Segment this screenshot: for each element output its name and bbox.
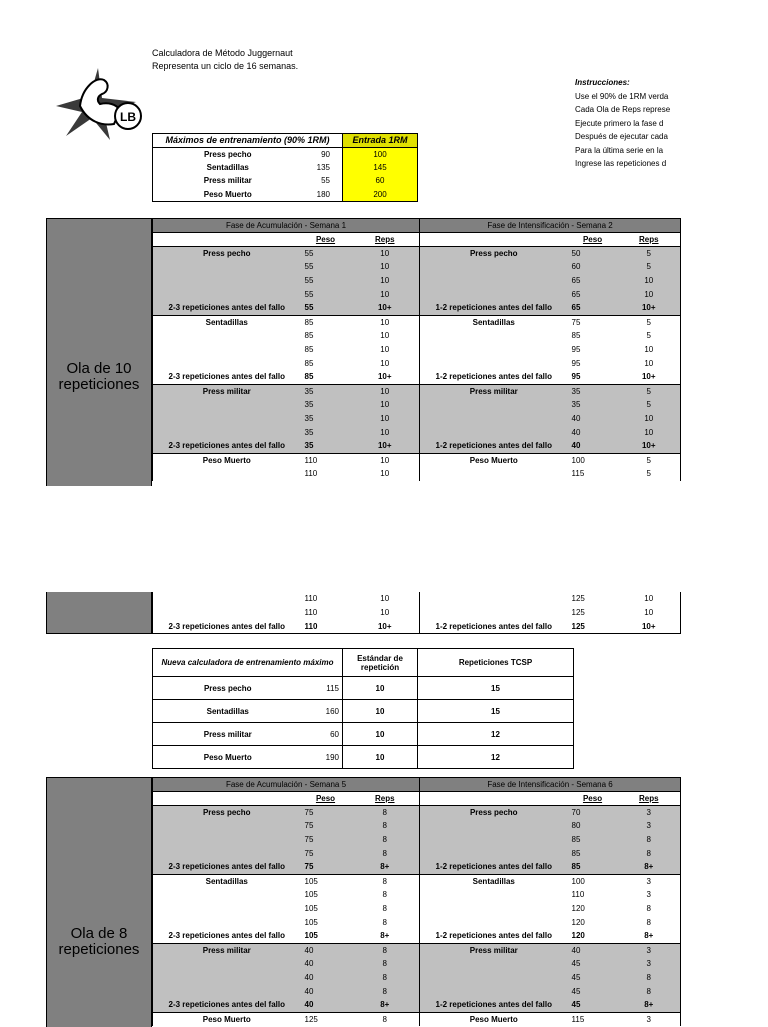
- reps-value: 3: [618, 805, 681, 819]
- spacer: [420, 791, 568, 805]
- weight-value: 85: [568, 833, 618, 847]
- tcsp-reps-value[interactable]: 15: [418, 677, 574, 700]
- reps-value: 10: [618, 343, 681, 357]
- spacer: [153, 232, 301, 246]
- weight-value: 40: [568, 425, 618, 439]
- phase-header-right: Fase de Intensificación - Semana 6: [420, 778, 681, 792]
- exercise-name: Press pecho: [420, 805, 568, 819]
- weight-value: 70: [568, 805, 618, 819]
- spacer: [420, 606, 568, 620]
- rep-standard-header: Estándar de repetición: [343, 649, 418, 677]
- weight-value: 65: [568, 287, 618, 301]
- col-peso-header: Peso: [568, 791, 618, 805]
- document-title: Calculadora de Método Juggernaut: [152, 48, 293, 58]
- exercise-name: Press militar: [153, 384, 301, 398]
- training-max-value: 55: [321, 176, 330, 186]
- weight-value: 40: [301, 957, 351, 971]
- reps-value: 8+: [618, 929, 681, 943]
- exercise-name: Sentadillas: [420, 315, 568, 329]
- exercise-name: Press militar: [153, 943, 301, 957]
- weight-value: 65: [568, 274, 618, 288]
- weight-value: 55: [301, 301, 351, 315]
- weight-value: 45: [568, 998, 618, 1012]
- weight-value: 125: [568, 620, 618, 634]
- one-rm-input[interactable]: 145: [343, 161, 418, 175]
- exercise-name: Sentadillas: [153, 874, 301, 888]
- effort-note: 1-2 repeticiones antes del fallo: [420, 860, 568, 874]
- reps-value: 10: [351, 274, 420, 288]
- reps-value: 10: [351, 467, 420, 481]
- reps-value: 10+: [618, 439, 681, 453]
- reps-value: 10: [351, 592, 420, 606]
- reps-value: 8: [351, 833, 420, 847]
- reps-value: 10: [351, 246, 420, 260]
- wave-8-label: Ola de 8 repeticiones: [58, 925, 140, 958]
- one-rm-input[interactable]: 60: [343, 174, 418, 188]
- new-max-value: 190: [303, 746, 343, 769]
- reps-value: 8: [351, 846, 420, 860]
- col-reps-header: Reps: [618, 791, 681, 805]
- wave10-continued-table: [152, 592, 681, 634]
- weight-value: 40: [568, 439, 618, 453]
- reps-value: 10: [351, 606, 420, 620]
- weight-value: 35: [301, 398, 351, 412]
- effort-note: 1-2 repeticiones antes del fallo: [420, 620, 568, 634]
- weight-value: 35: [568, 398, 618, 412]
- spacer: [420, 412, 568, 426]
- exercise-name: Peso Muerto: [153, 1012, 301, 1026]
- weight-value: 120: [568, 929, 618, 943]
- reps-value: 8: [351, 819, 420, 833]
- spacer: [420, 888, 568, 902]
- weight-value: 110: [301, 606, 351, 620]
- reps-value: 5: [618, 467, 681, 481]
- exercise-name: Peso Muerto: [153, 453, 301, 467]
- tcsp-reps-header: Repeticiones TCSP: [418, 649, 574, 677]
- instruction-line: Cada Ola de Reps represe: [575, 105, 671, 114]
- reps-value: 5: [618, 315, 681, 329]
- col-reps-header: Reps: [351, 232, 420, 246]
- training-max-header: Máximos de entrenamiento (90% 1RM): [153, 134, 343, 148]
- weight-value: 40: [301, 971, 351, 985]
- weight-value: 55: [301, 260, 351, 274]
- rep-standard-value: 10: [343, 700, 418, 723]
- spacer: [153, 819, 301, 833]
- spacer: [153, 833, 301, 847]
- weight-value: 85: [301, 315, 351, 329]
- spacer: [153, 915, 301, 929]
- instruction-line: Ejecute primero la fase d: [575, 118, 664, 128]
- reps-value: 8: [618, 971, 681, 985]
- spacer: [153, 846, 301, 860]
- reps-value: 10: [618, 287, 681, 301]
- instructions-heading: Instrucciones:: [575, 78, 630, 87]
- weight-value: 120: [568, 902, 618, 916]
- spacer: [153, 902, 301, 916]
- weight-value: 40: [301, 984, 351, 998]
- training-max-table: [152, 133, 418, 202]
- weight-value: 115: [568, 1012, 618, 1026]
- exercise-name: Press pecho: [153, 805, 301, 819]
- exercise-name: Sentadillas: [153, 315, 301, 329]
- reps-value: 8: [351, 915, 420, 929]
- weight-value: 50: [568, 246, 618, 260]
- spacer: [420, 984, 568, 998]
- exercise-name: Peso Muerto: [420, 453, 568, 467]
- spacer: [420, 287, 568, 301]
- effort-note: 2-3 repeticiones antes del fallo: [153, 620, 301, 634]
- exercise-name: Sentadillas: [420, 874, 568, 888]
- spacer: [420, 260, 568, 274]
- reps-value: 8: [618, 915, 681, 929]
- spacer: [153, 606, 301, 620]
- reps-value: 10: [351, 412, 420, 426]
- spacer: [153, 425, 301, 439]
- effort-note: 1-2 repeticiones antes del fallo: [420, 301, 568, 315]
- reps-value: 8+: [351, 929, 420, 943]
- weight-value: 75: [301, 846, 351, 860]
- spacer: [153, 343, 301, 357]
- exercise-name: Press pecho: [153, 147, 303, 161]
- weight-value: 80: [568, 819, 618, 833]
- weight-value: 35: [568, 384, 618, 398]
- exercise-name: Press militar: [153, 174, 303, 188]
- reps-value: 8: [351, 888, 420, 902]
- spacer: [420, 467, 568, 481]
- spacer: [420, 356, 568, 370]
- wave10-table: [152, 218, 681, 481]
- one-rm-input[interactable]: 200: [343, 188, 418, 202]
- tcsp-reps-value[interactable]: 15: [418, 700, 574, 723]
- effort-note: 1-2 repeticiones antes del fallo: [420, 998, 568, 1012]
- spacer: [153, 467, 301, 481]
- exercise-name: Press pecho: [153, 677, 303, 700]
- exercise-name: Press pecho: [153, 246, 301, 260]
- reps-value: 10: [351, 315, 420, 329]
- document-subtitle: Representa un ciclo de 16 semanas.: [152, 61, 299, 71]
- reps-value: 8: [351, 971, 420, 985]
- weight-value: 35: [301, 384, 351, 398]
- reps-value: 10+: [351, 620, 420, 634]
- weight-value: 100: [568, 453, 618, 467]
- effort-note: 2-3 repeticiones antes del fallo: [153, 439, 301, 453]
- rep-standard-value: 10: [343, 677, 418, 700]
- spacer: [153, 274, 301, 288]
- reps-value: 10+: [618, 620, 681, 634]
- weight-value: 120: [568, 915, 618, 929]
- reps-value: 8+: [618, 998, 681, 1012]
- reps-value: 5: [618, 384, 681, 398]
- weight-value: 115: [568, 467, 618, 481]
- weight-value: 75: [301, 833, 351, 847]
- reps-value: 8: [351, 874, 420, 888]
- exercise-name: Press militar: [420, 384, 568, 398]
- wave-10-continued-panel: [46, 592, 152, 634]
- reps-value: 3: [618, 819, 681, 833]
- spacer: [153, 888, 301, 902]
- training-max-value: 135: [316, 162, 330, 172]
- col-reps-header: Reps: [351, 791, 420, 805]
- spacer: [153, 957, 301, 971]
- weight-value: 45: [568, 971, 618, 985]
- reps-value: 3: [618, 943, 681, 957]
- reps-value: 10+: [351, 370, 420, 384]
- weight-value: 110: [301, 592, 351, 606]
- spacer: [153, 984, 301, 998]
- reps-value: 5: [618, 246, 681, 260]
- reps-value: 5: [618, 453, 681, 467]
- reps-value: 3: [618, 888, 681, 902]
- instruction-line: Después de ejecutar cada: [575, 132, 668, 141]
- spacer: [153, 592, 301, 606]
- effort-note: 1-2 repeticiones antes del fallo: [420, 929, 568, 943]
- reps-value: 5: [618, 398, 681, 412]
- reps-value: 3: [618, 874, 681, 888]
- weight-value: 105: [301, 915, 351, 929]
- spacer: [153, 329, 301, 343]
- reps-value: 10: [351, 260, 420, 274]
- weight-value: 45: [568, 957, 618, 971]
- weight-value: 60: [568, 260, 618, 274]
- instruction-line: Use el 90% de 1RM verda: [575, 91, 669, 101]
- reps-value: 10: [351, 425, 420, 439]
- new-training-max-table: [152, 648, 574, 769]
- reps-value: 10: [351, 356, 420, 370]
- weight-value: 105: [301, 929, 351, 943]
- phase-header-left: Fase de Acumulación - Semana 5: [153, 778, 420, 792]
- weight-value: 75: [301, 860, 351, 874]
- reps-value: 5: [618, 329, 681, 343]
- instructions-panel: [575, 76, 768, 171]
- one-rm-input-header: Entrada 1RM: [343, 134, 418, 148]
- reps-value: 3: [618, 957, 681, 971]
- reps-value: 5: [618, 260, 681, 274]
- spacer: [420, 343, 568, 357]
- reps-value: 10: [351, 287, 420, 301]
- weight-value: 105: [301, 888, 351, 902]
- rep-standard-value: 10: [343, 746, 418, 769]
- wave8-table: [152, 777, 681, 1026]
- weight-value: 75: [301, 819, 351, 833]
- tcsp-reps-value[interactable]: 12: [418, 723, 574, 746]
- reps-value: 8+: [351, 860, 420, 874]
- weight-value: 125: [568, 606, 618, 620]
- reps-value: 10: [618, 356, 681, 370]
- effort-note: 2-3 repeticiones antes del fallo: [153, 998, 301, 1012]
- weight-value: 110: [568, 888, 618, 902]
- instruction-line: Para la última serie en la: [575, 145, 664, 155]
- spacer: [420, 232, 568, 246]
- exercise-name: Peso Muerto: [153, 188, 303, 202]
- reps-value: 8: [618, 984, 681, 998]
- reps-value: 10: [618, 592, 681, 606]
- reps-value: 10: [351, 453, 420, 467]
- exercise-name: Press pecho: [420, 246, 568, 260]
- reps-value: 10: [618, 412, 681, 426]
- weight-value: 75: [301, 805, 351, 819]
- exercise-name: Sentadillas: [153, 700, 303, 723]
- weight-value: 85: [301, 356, 351, 370]
- reps-value: 3: [618, 1012, 681, 1026]
- col-peso-header: Peso: [301, 791, 351, 805]
- weight-value: 55: [301, 287, 351, 301]
- weight-value: 35: [301, 439, 351, 453]
- weight-value: 110: [301, 620, 351, 634]
- spacer: [153, 971, 301, 985]
- tcsp-reps-value[interactable]: 12: [418, 746, 574, 769]
- reps-value: 8: [351, 957, 420, 971]
- effort-note: 1-2 repeticiones antes del fallo: [420, 439, 568, 453]
- spacer: [420, 833, 568, 847]
- weight-value: 65: [568, 301, 618, 315]
- spacer: [420, 902, 568, 916]
- reps-value: 8: [618, 846, 681, 860]
- exercise-name: Peso Muerto: [153, 746, 303, 769]
- logo-text: LB: [120, 110, 136, 124]
- spacer: [420, 915, 568, 929]
- reps-value: 8+: [618, 860, 681, 874]
- training-max-value: 180: [303, 188, 343, 202]
- wave-10-label-panel: [46, 218, 152, 486]
- exercise-name: Peso Muerto: [420, 1012, 568, 1026]
- reps-value: 10: [351, 384, 420, 398]
- weight-value: 35: [301, 425, 351, 439]
- reps-value: 8: [351, 984, 420, 998]
- reps-value: 8: [351, 943, 420, 957]
- spacer: [420, 971, 568, 985]
- new-max-value: 160: [303, 700, 343, 723]
- spacer: [420, 398, 568, 412]
- effort-note: 2-3 repeticiones antes del fallo: [153, 370, 301, 384]
- weight-value: 100: [568, 874, 618, 888]
- weight-value: 85: [568, 846, 618, 860]
- col-peso-header: Peso: [568, 232, 618, 246]
- wave-8-label-panel: [46, 777, 152, 1027]
- spacer: [153, 791, 301, 805]
- exercise-name: Sentadillas: [153, 161, 303, 175]
- training-max-value: 90: [321, 149, 330, 159]
- weight-value: 85: [301, 370, 351, 384]
- spacer: [153, 356, 301, 370]
- spacer: [420, 819, 568, 833]
- reps-value: 10+: [351, 439, 420, 453]
- weight-value: 95: [568, 356, 618, 370]
- spacer: [420, 846, 568, 860]
- col-peso-header: Peso: [301, 232, 351, 246]
- col-reps-header: Reps: [618, 232, 681, 246]
- spacer: [153, 287, 301, 301]
- new-max-value: 115: [303, 677, 343, 700]
- weight-value: 55: [301, 274, 351, 288]
- phase-header-right: Fase de Intensificación - Semana 2: [420, 219, 681, 233]
- reps-value: 10: [618, 606, 681, 620]
- one-rm-input[interactable]: 100: [343, 147, 418, 161]
- exercise-name: Press militar: [420, 943, 568, 957]
- reps-value: 10+: [351, 301, 420, 315]
- weight-value: 85: [568, 329, 618, 343]
- reps-value: 10: [351, 343, 420, 357]
- weight-value: 105: [301, 902, 351, 916]
- reps-value: 8+: [351, 998, 420, 1012]
- wave-10-label: Ola de 10 repeticiones: [58, 360, 140, 393]
- weight-value: 125: [301, 1012, 351, 1026]
- weight-value: 110: [301, 453, 351, 467]
- spacer: [153, 260, 301, 274]
- reps-value: 8: [351, 902, 420, 916]
- weight-value: 95: [568, 343, 618, 357]
- exercise-name: Press militar: [153, 723, 303, 746]
- new-max-value: 60: [303, 723, 343, 746]
- weight-value: 75: [568, 315, 618, 329]
- spacer: [420, 957, 568, 971]
- reps-value: 10: [618, 274, 681, 288]
- phase-header-left: Fase de Acumulación - Semana 1: [153, 219, 420, 233]
- weight-value: 40: [568, 943, 618, 957]
- spacer: [420, 329, 568, 343]
- weight-value: 40: [301, 998, 351, 1012]
- weight-value: 85: [568, 860, 618, 874]
- spacer: [153, 398, 301, 412]
- weight-value: 105: [301, 874, 351, 888]
- weight-value: 85: [301, 343, 351, 357]
- effort-note: 2-3 repeticiones antes del fallo: [153, 860, 301, 874]
- reps-value: 8: [351, 1012, 420, 1026]
- reps-value: 8: [618, 833, 681, 847]
- weight-value: 55: [301, 246, 351, 260]
- reps-value: 10: [618, 425, 681, 439]
- reps-value: 10+: [618, 301, 681, 315]
- reps-value: 8: [351, 805, 420, 819]
- new-max-header: Nueva calculadora de entrenamiento máximo: [153, 649, 343, 677]
- spacer: [420, 425, 568, 439]
- rep-standard-value: 10: [343, 723, 418, 746]
- weight-value: 40: [301, 943, 351, 957]
- reps-value: 10: [351, 398, 420, 412]
- reps-value: 10: [351, 329, 420, 343]
- spacer: [420, 274, 568, 288]
- weight-value: 45: [568, 984, 618, 998]
- weight-value: 125: [568, 592, 618, 606]
- effort-note: 2-3 repeticiones antes del fallo: [153, 301, 301, 315]
- flexed-arm-star-logo-icon: [52, 66, 144, 142]
- weight-value: 110: [301, 467, 351, 481]
- reps-value: 8: [618, 902, 681, 916]
- weight-value: 95: [568, 370, 618, 384]
- reps-value: 10+: [618, 370, 681, 384]
- effort-note: 2-3 repeticiones antes del fallo: [153, 929, 301, 943]
- effort-note: 1-2 repeticiones antes del fallo: [420, 370, 568, 384]
- spacer: [153, 412, 301, 426]
- spacer: [420, 592, 568, 606]
- instruction-line: Ingrese las repeticiones d: [575, 159, 667, 168]
- weight-value: 35: [301, 412, 351, 426]
- weight-value: 85: [301, 329, 351, 343]
- weight-value: 40: [568, 412, 618, 426]
